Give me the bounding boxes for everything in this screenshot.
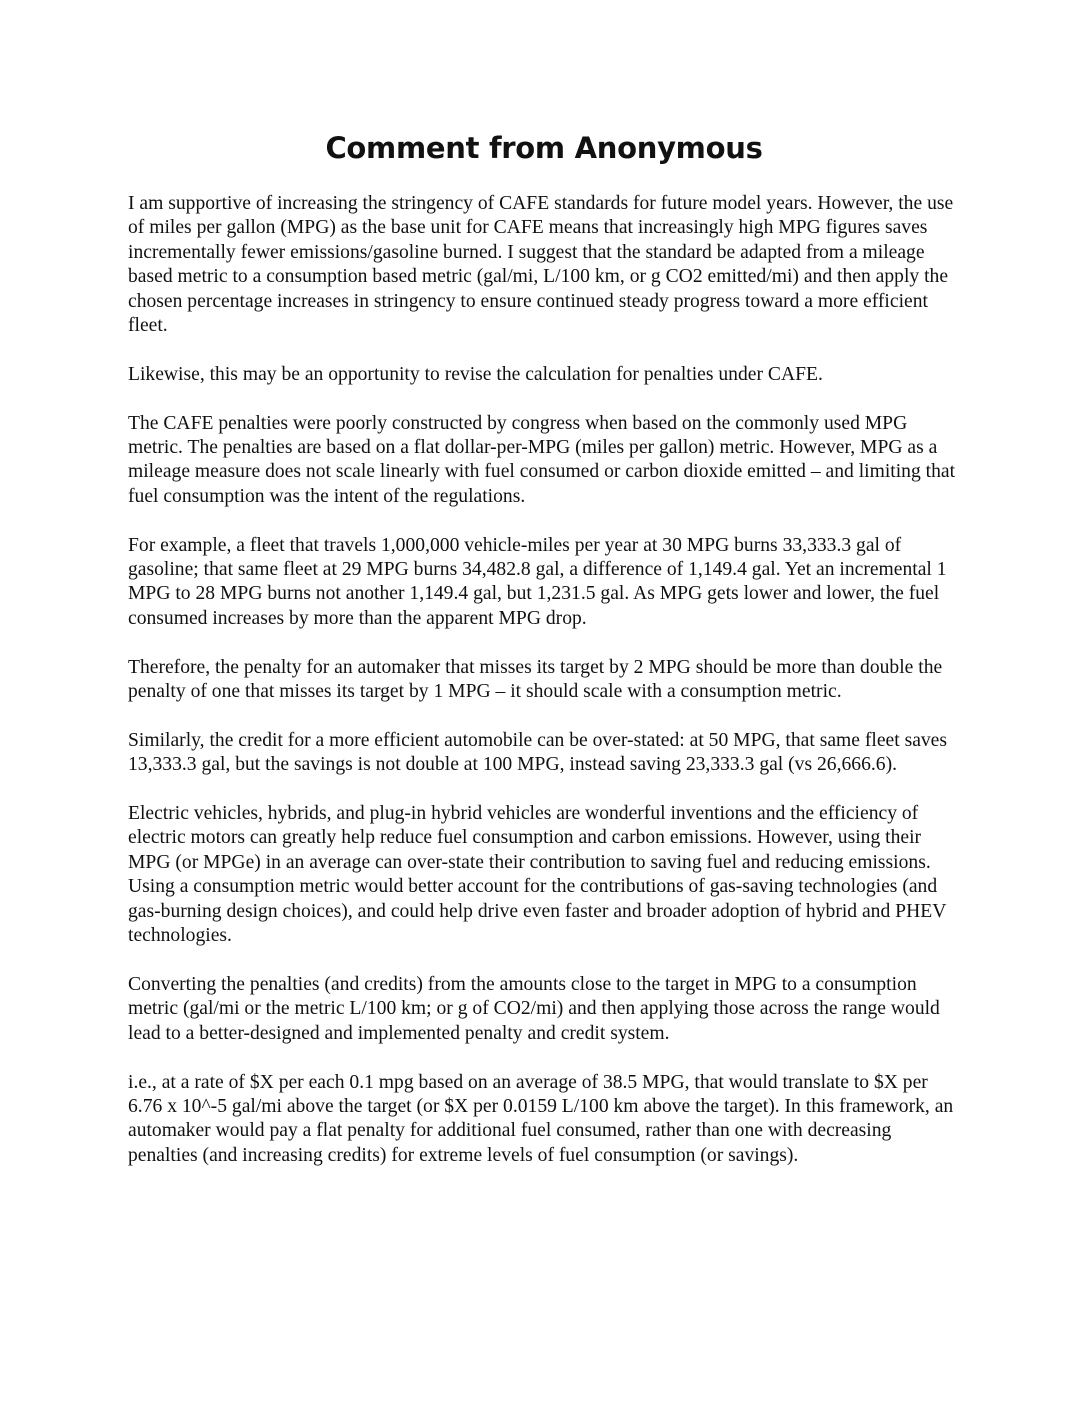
- paragraph-supportive-of-stringency: I am supportive of increasing the stringency of CAFE standards for future model years. However, the use of miles per gallon (MPG) as the base unit for CAFE means that increasingly high MPG figures saves incrementally fewer emissions/gasoline burned. I suggest that the standard be adapted from a mileage based metric to a consumption based metric (gal/mi, L/100 km, or g CO2 emitted/mi) and then apply the chosen percentage increases in stringency to ensure continued steady progress toward a more efficient fleet.: [128, 193, 954, 337]
- paragraph-fleet-example: For example, a fleet that travels 1,000,000 vehicle-miles per year at 30 MPG burns 33,333.3 gal of gasoline; that same fleet at 29 MPG burns 34,482.8 gal, a difference of 1,149.4 gal. Yet an incremental 1 MPG to 28 MPG burns not another 1,149.4 gal, but 1,231.5 gal. As MPG gets lower and lower, the fuel consumed increases by more than the apparent MPG drop.: [128, 534, 947, 629]
- page-title: Comment from Anonymous: [325, 131, 763, 165]
- paragraph-penalty-scaling: Therefore, the penalty for an automaker that misses its target by 2 MPG should be more than double the penalty of one that misses its target by 1 MPG – it should scale with a consumption metric.: [128, 656, 943, 703]
- paragraph-penalties-poorly-constructed: The CAFE penalties were poorly constructed by congress when based on the commonly used MPG metric. The penalties are based on a flat dollar-per-MPG (miles per gallon) metric. However, MPG as a mileage measure does not scale linearly with fuel consumed or carbon dioxide emitted – and limiting that fuel consumption was the intent of the regulations.: [128, 412, 956, 507]
- paragraph-revise-penalties: Likewise, this may be an opportunity to revise the calculation for penalties under CAFE.: [128, 363, 823, 385]
- paragraph-credit-overstated: Similarly, the credit for a more efficient automobile can be over-stated: at 50 MPG, that same fleet saves 13,333.3 gal, but the savings is not double at 100 MPG, instead saving 23,333.3 gal (vs 26,666.6).: [128, 729, 948, 776]
- paragraph-electric-vehicles: Electric vehicles, hybrids, and plug-in hybrid vehicles are wonderful inventions and the efficiency of electric motors can greatly help reduce fuel consumption and carbon emissions. However, using their MPG (or MPGe) in an average can over-state their contribution to saving fuel and reducing emissions. Using a consumption metric would better account for the contributions of gas-saving technologies (and gas-burning design choices), and could help drive even faster and broader adoption of hybrid and PHEV technologies.: [128, 803, 946, 947]
- paragraph-rate-example: i.e., at a rate of $X per each 0.1 mpg based on an average of 38.5 MPG, that would translate to $X per 6.76 x 10^-5 gal/mi above the target (or $X per 0.0159 L/100 km above the target). In this framework, an automaker would pay a flat penalty for additional fuel consumed, rather than one with decreasing penalties (and increasing credits) for extreme levels of fuel consumption (or savings).: [128, 1071, 954, 1166]
- comment-body: [128, 192, 958, 1193]
- paragraph-converting-penalties: Converting the penalties (and credits) from the amounts close to the target in MPG to a consumption metric (gal/mi or the metric L/100 km; or g of CO2/mi) and then applying those across the range would lead to a better-designed and implemented penalty and credit system.: [128, 973, 940, 1044]
